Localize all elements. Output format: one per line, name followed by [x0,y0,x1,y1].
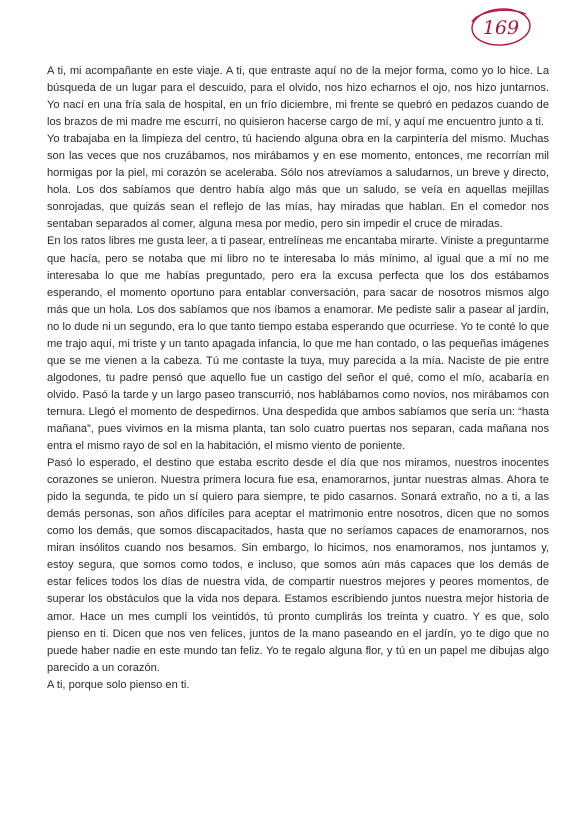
circled-page-number-mark [468,4,534,48]
paragraph-3: En los ratos libres me gusta leer, a ti pasear, entrelíneas me encantaba mirarte. Viniste a preguntarme que hacía, pero se notaba que mi libro no te interesaba lo más mínimo, al igual que a mí no me interesaba lo que me habías preguntado, pero era la excusa perfecta que los dos estábamos esperando, el momento oportuno para entablar conversación, para sacar de nosotros mismos algo más que un hola. Los dos sabíamos que nos íbamos a enamorar. Me pediste salir a pasear al jardín, no lo dude ni un segundo, era lo que tanto tiempo estaba esperando que ocurriese. Yo te conté lo que me trajo aquí, mi triste y un tanto apagada infancia, lo que me han contado, o las pequeñas imágenes que se me vienen a la cabeza. Tú me contaste la tuya, muy parecida a la mía. Naciste de pie entre algodones, tu padre pensó que aquello fue un castigo del señor el qué, como el mío, acabaría en olvido. Pasó la tarde y un largo paseo transcurrió, nos hablábamos como novios, nos mirábamos con ternura. Llegó el momento de despedirnos. Una despedida que ambos sabíamos que sería un: “hasta mañana”, pues vivimos en la misma planta, tan solo cuatro puertas nos separan, cada mañana nos entra el mismo rayo de sol en la habitación, el mismo viento de poniente. [47,235,549,453]
letter-body [47,63,549,694]
paragraph-1: A ti, mi acompañante en este viaje. A ti, que entraste aquí no de la mejor forma, como yo lo hice. La búsqueda de un lugar para el descuido, para el olvido, nos hizo echarnos el ojo, nos hizo juntarnos. Yo nací en una fría sala de hospital, en un frío diciembre, mi frente se quebró en pedazos cuando de los brazos de mi madre me escurrí, no quisieron hacerse cargo de mí, y aquí me encuentro junto a ti. [47,65,549,129]
paragraph-2: Yo trabajaba en la limpieza del centro, tú haciendo alguna obra en la carpintería del mismo. Muchas son las veces que nos cruzábamos, nos mirábamos y en ese momento, entonces, me recorrían mil hormigas por la piel, mi corazón se aceleraba. Sólo nos atrevíamos a saludarnos, un breve y directo, hola. Los dos sabíamos que dentro había algo más que un saludo, se veía en aquellas mejillas sonrojadas, que quizás sean el reflejo de las mías, hay miradas que hablan. En el comedor nos sentaban separados al comer, alguna mesa por medio, pero sin impedir el cruce de miradas. [47,133,549,231]
page-number-text: 169 [482,17,520,39]
handwritten-page-number [468,4,534,48]
paragraph-4: Pasó lo esperado, el destino que estaba escrito desde el día que nos miramos, nuestros inocentes corazones se unieron. Nuestra primera locura fue esa, enamorarnos, juntar nuestras almas. Ahora te pido la segunda, te pido un sí quiero para siempre, te pido casarnos. Sonará extraño, no a ti, a las demás personas, son años difíciles para aceptar el matrimonio entre nosotros, dicen que no somos como los demás, que somos discapacitados, hasta que no seríamos capaces de enamorarnos, nos miran insólitos cuando nos besamos. Sin embargo, lo hicimos, nos enamoramos, nos juntamos y, estoy segura, que somos como todos, e incluso, que somos aún más capaces que los demás de estar felices todos los días de nuestra vida, de compartir nuestros mejores y peores momentos, de superar los obstáculos que la vida nos depara. Estamos escribiendo juntos nuestra mejor historia de amor. Hace un mes cumplí los veintidós, tú pronto cumplirás los treinta y cuatro. Y es que, solo pienso en ti. Dicen que nos ven felices, juntos de la mano paseando en el jardín, yo te digo que no puede haber nadie en este mundo tan feliz. Yo te regalo alguna flor, y tú en un papel me dibujas algo parecido a un corazón. [47,457,549,674]
paragraph-5: A ti, porque solo pienso en ti. [47,678,190,691]
